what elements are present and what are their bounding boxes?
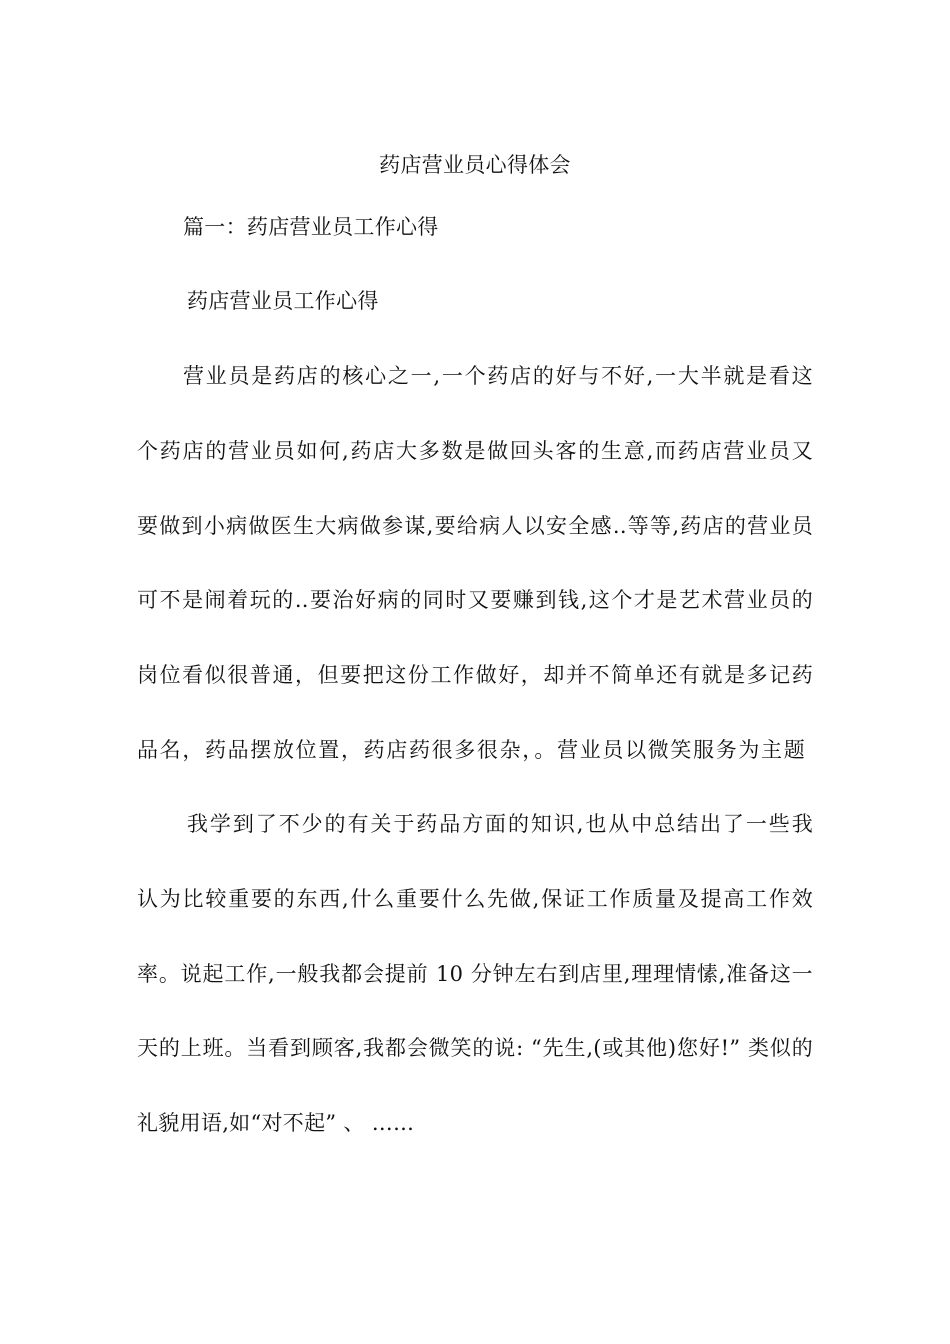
paragraph-1-line-4: 可不是闹着玩的..要治好病的同时又要赚到钱,这个才是艺术营业员的: [137, 588, 813, 612]
paragraph-2-line-2: 认为比较重要的东西,什么重要什么先做,保证工作质量及提高工作效: [137, 887, 813, 911]
paragraph-2-line-1: 我学到了不少的有关于药品方面的知识,也从中总结出了一些我: [187, 812, 813, 836]
document-title: 药店营业员心得体会: [379, 153, 571, 177]
paragraph-2-line-4: 天的上班。当看到顾客,我都会微笑的说: “先生,(或其他)您好!” 类似的: [137, 1036, 813, 1060]
paragraph-1-line-2: 个药店的营业员如何,药店大多数是做回头客的生意,而药店营业员又: [137, 439, 813, 463]
paragraph-1-line-1: 营业员是药店的核心之一,一个药店的好与不好,一大半就是看这: [183, 364, 813, 388]
section-heading: 篇一：药店营业员工作心得: [183, 215, 439, 239]
paragraph-2-line-5: 礼貌用语,如“对不起” 、 ……: [137, 1111, 415, 1135]
paragraph-1-line-5: 岗位看似很普通，但要把这份工作做好，却并不简单还有就是多记药: [137, 663, 813, 687]
paragraph-1-line-3: 要做到小病做医生大病做参谋,要给病人以安全感..等等,药店的营业员: [137, 514, 813, 538]
subheading: 药店营业员工作心得: [187, 289, 379, 313]
paragraph-1-line-6: 品名，药品摆放位置，药店药很多很杂，。营业员以微笑服务为主题: [137, 738, 805, 762]
paragraph-2-line-3: 率。说起工作,一般我都会提前 10 分钟左右到店里,理理情愫,准备这一: [137, 962, 813, 986]
